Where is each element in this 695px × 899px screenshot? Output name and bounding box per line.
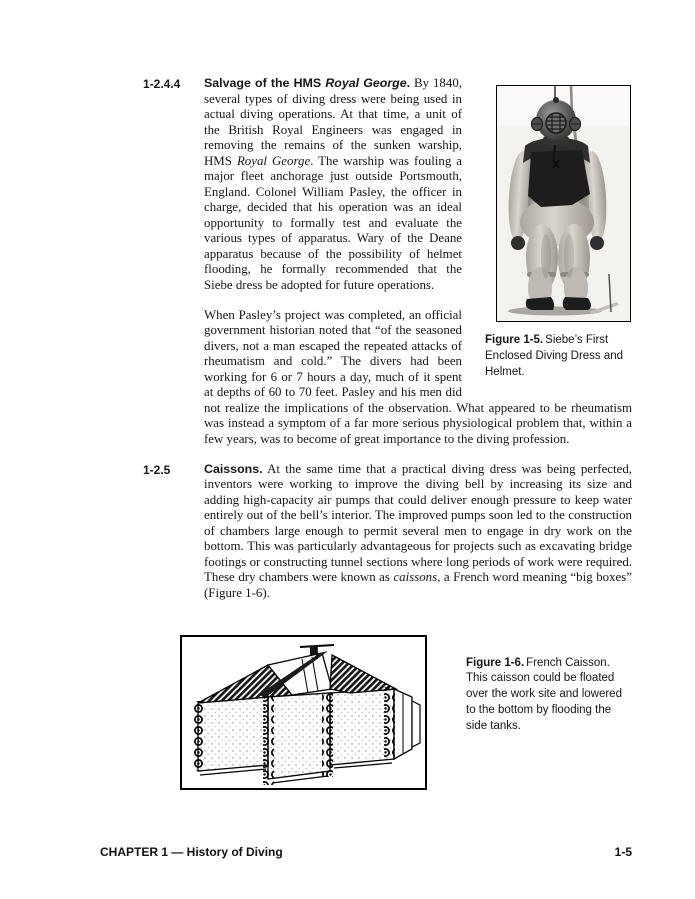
section-body	[204, 76, 632, 462]
section-1-2-4-4	[143, 76, 632, 462]
heading-text: Salvage of the HMS	[204, 76, 326, 90]
caisson-illustration	[182, 637, 425, 788]
footer-page-number: 1-5	[614, 845, 632, 859]
heading-period: .	[406, 76, 411, 90]
ship-name-italic: Royal George	[236, 153, 311, 168]
section-1-2-5	[143, 462, 632, 616]
figure-1-5-caption	[485, 333, 632, 380]
section-number: 1-2.5	[143, 462, 171, 477]
body-text: By 1840, several types of diving dress were being used in actual diving operations. At that time, a unit of the British Royal Engineers was engaged in removing the remains of the sunken warship, HMS	[204, 76, 462, 168]
body-text: , a French word meaning “big boxes” (Figure 1-6).	[204, 570, 632, 600]
section-heading-1-2-5: Caissons.	[204, 461, 263, 476]
diving-dress-photo	[497, 86, 630, 321]
body-text: . The warship was fouling a major fleet anchorage just outside Portsmouth, England. Colonel William Pasley, the officer in charge, decided that his operation was an ideal opportunity to formally test and evaluate the various types of apparatus. Wary of the Deane apparatus because of the possibility of helmet flooding, he formally recommended that the Siebe dress be adopted for future operations.	[204, 153, 462, 292]
body-text: At the same time that a practical diving dress was being perfected, inventors were working to improve the diving bell by increasing its size and adding high-capacity air pumps that could deliver enough pressure to keep water entirely out of the bell’s interior. The improved pumps soon led to the construction of chambers large enough to permit several men to engage in dry work on the bottom. This was particularly advantageous for projects such as excavating bridge footings or constructing tunnel sections where long periods of work were required. These dry chambers were known as	[204, 461, 632, 584]
figure-1-5-caption-text: Siebe’s First Enclosed Diving Dress and Helmet.	[485, 334, 624, 378]
figure-1-5-label: Figure 1-5.	[485, 334, 544, 346]
figure-1-6-label: Figure 1-6.	[466, 656, 525, 669]
paragraph-caissons	[204, 462, 632, 602]
section-number: 1-2.4.4	[143, 77, 181, 91]
footer-chapter-title: CHAPTER 1 — History of Diving	[100, 845, 283, 859]
caissons-italic: caissons	[393, 570, 438, 584]
page-content	[143, 76, 632, 790]
section-body	[204, 462, 632, 616]
paragraph-pasley: When Pasley’s project was completed, an official government historian noted that “of the seasoned divers, not a man escaped the repeated attacks of rheumatism and cold.” The divers had been working for 6 or 7 hours a day, much of it spent at depths of 60 to 70 feet. Pasley and his men did not realize the implications of the observation. What appeared to be rheumatism was instead a symptom of a far more serious physiological problem that, within a few years, was to become of great importance to the diving profession.	[204, 307, 632, 446]
figure-1-6-image	[180, 635, 427, 790]
figure-1-6	[180, 635, 632, 790]
figure-1-5	[472, 85, 632, 380]
figure-1-6-caption	[466, 656, 632, 790]
page-footer	[100, 845, 632, 859]
figure-1-6-caption-text: French Caisson. This caisson could be floated over the work site and lowered to the bottom by flooding the side tanks.	[466, 656, 622, 732]
section-heading-1-2-4-4	[204, 76, 410, 90]
figure-1-5-image	[496, 85, 631, 322]
heading-ship-name: Royal George	[325, 76, 407, 90]
